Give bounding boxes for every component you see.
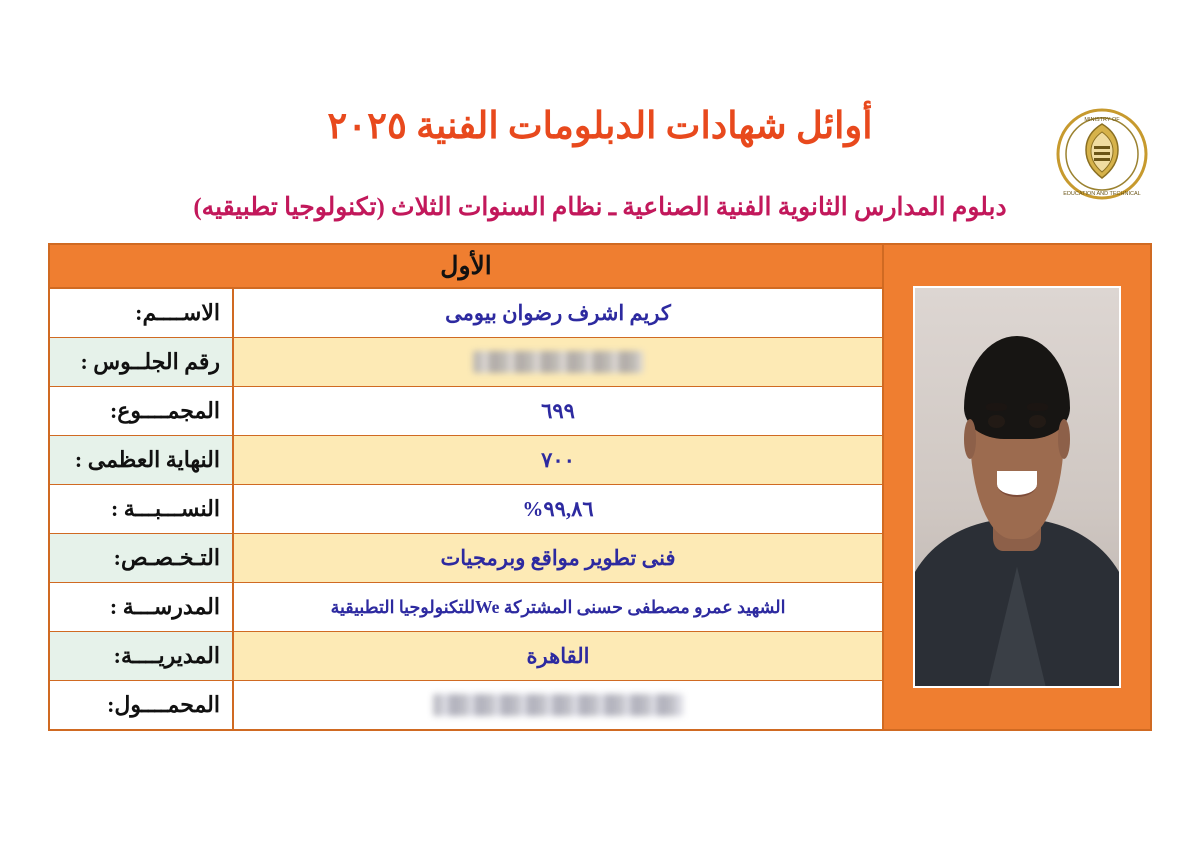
label-total: المجمــــوع: [50, 387, 232, 435]
label-name: الاســــم: [50, 289, 232, 337]
value-specialization: فنى تطوير مواقع وبرمجيات [232, 534, 882, 582]
svg-text:EDUCATION AND TECHNICAL: EDUCATION AND TECHNICAL [1063, 191, 1141, 197]
page-subtitle: دبلوم المدارس الثانوية الفنية الصناعية ـ نظام السنوات الثلاث (تكنولوجيا تطبيقيه) [193, 194, 1007, 221]
table-row-total [50, 387, 882, 436]
value-mobile [232, 681, 882, 729]
redaction-mask [473, 351, 643, 373]
svg-text:MINISTRY OF: MINISTRY OF [1084, 117, 1120, 123]
portrait-image [915, 288, 1119, 686]
info-column [50, 245, 882, 729]
table-row-mobile [50, 681, 882, 729]
label-directorate: المديريــــة: [50, 632, 232, 680]
table-row-name [50, 289, 882, 338]
value-total: ٦٩٩ [232, 387, 882, 435]
value-max-total: ٧٠٠ [232, 436, 882, 484]
label-seat-number: رقم الجلــوس : [50, 338, 232, 386]
value-name: كريم اشرف رضوان بيومى [232, 289, 882, 337]
page-header [0, 0, 1200, 232]
label-percentage: النســـبـــة : [50, 485, 232, 533]
value-percentage: ٩٩,٨٦% [232, 485, 882, 533]
label-specialization: التـخـصـص: [50, 534, 232, 582]
details-table [50, 289, 882, 729]
table-row-percentage [50, 485, 882, 534]
label-mobile: المحمــــول: [50, 681, 232, 729]
table-row-directorate [50, 632, 882, 681]
redaction-mask [433, 694, 683, 716]
student-photo [913, 286, 1121, 688]
table-row-max-total [50, 436, 882, 485]
label-max-total: النهاية العظمى : [50, 436, 232, 484]
table-row-school [50, 583, 882, 632]
rank-badge: الأول [50, 245, 882, 289]
value-seat-number [232, 338, 882, 386]
value-school: الشهيد عمرو مصطفى حسنى المشتركة Weللتكنولوجيا التطبيقية [232, 583, 882, 631]
photo-column [882, 245, 1150, 729]
value-directorate: القاهرة [232, 632, 882, 680]
table-row-seat-number [50, 338, 882, 387]
table-row-specialization [50, 534, 882, 583]
label-school: المدرســـة : [50, 583, 232, 631]
page-title: أوائل شهادات الدبلومات الفنية ٢٠٢٥ [327, 106, 873, 147]
certificate-card [48, 243, 1152, 731]
